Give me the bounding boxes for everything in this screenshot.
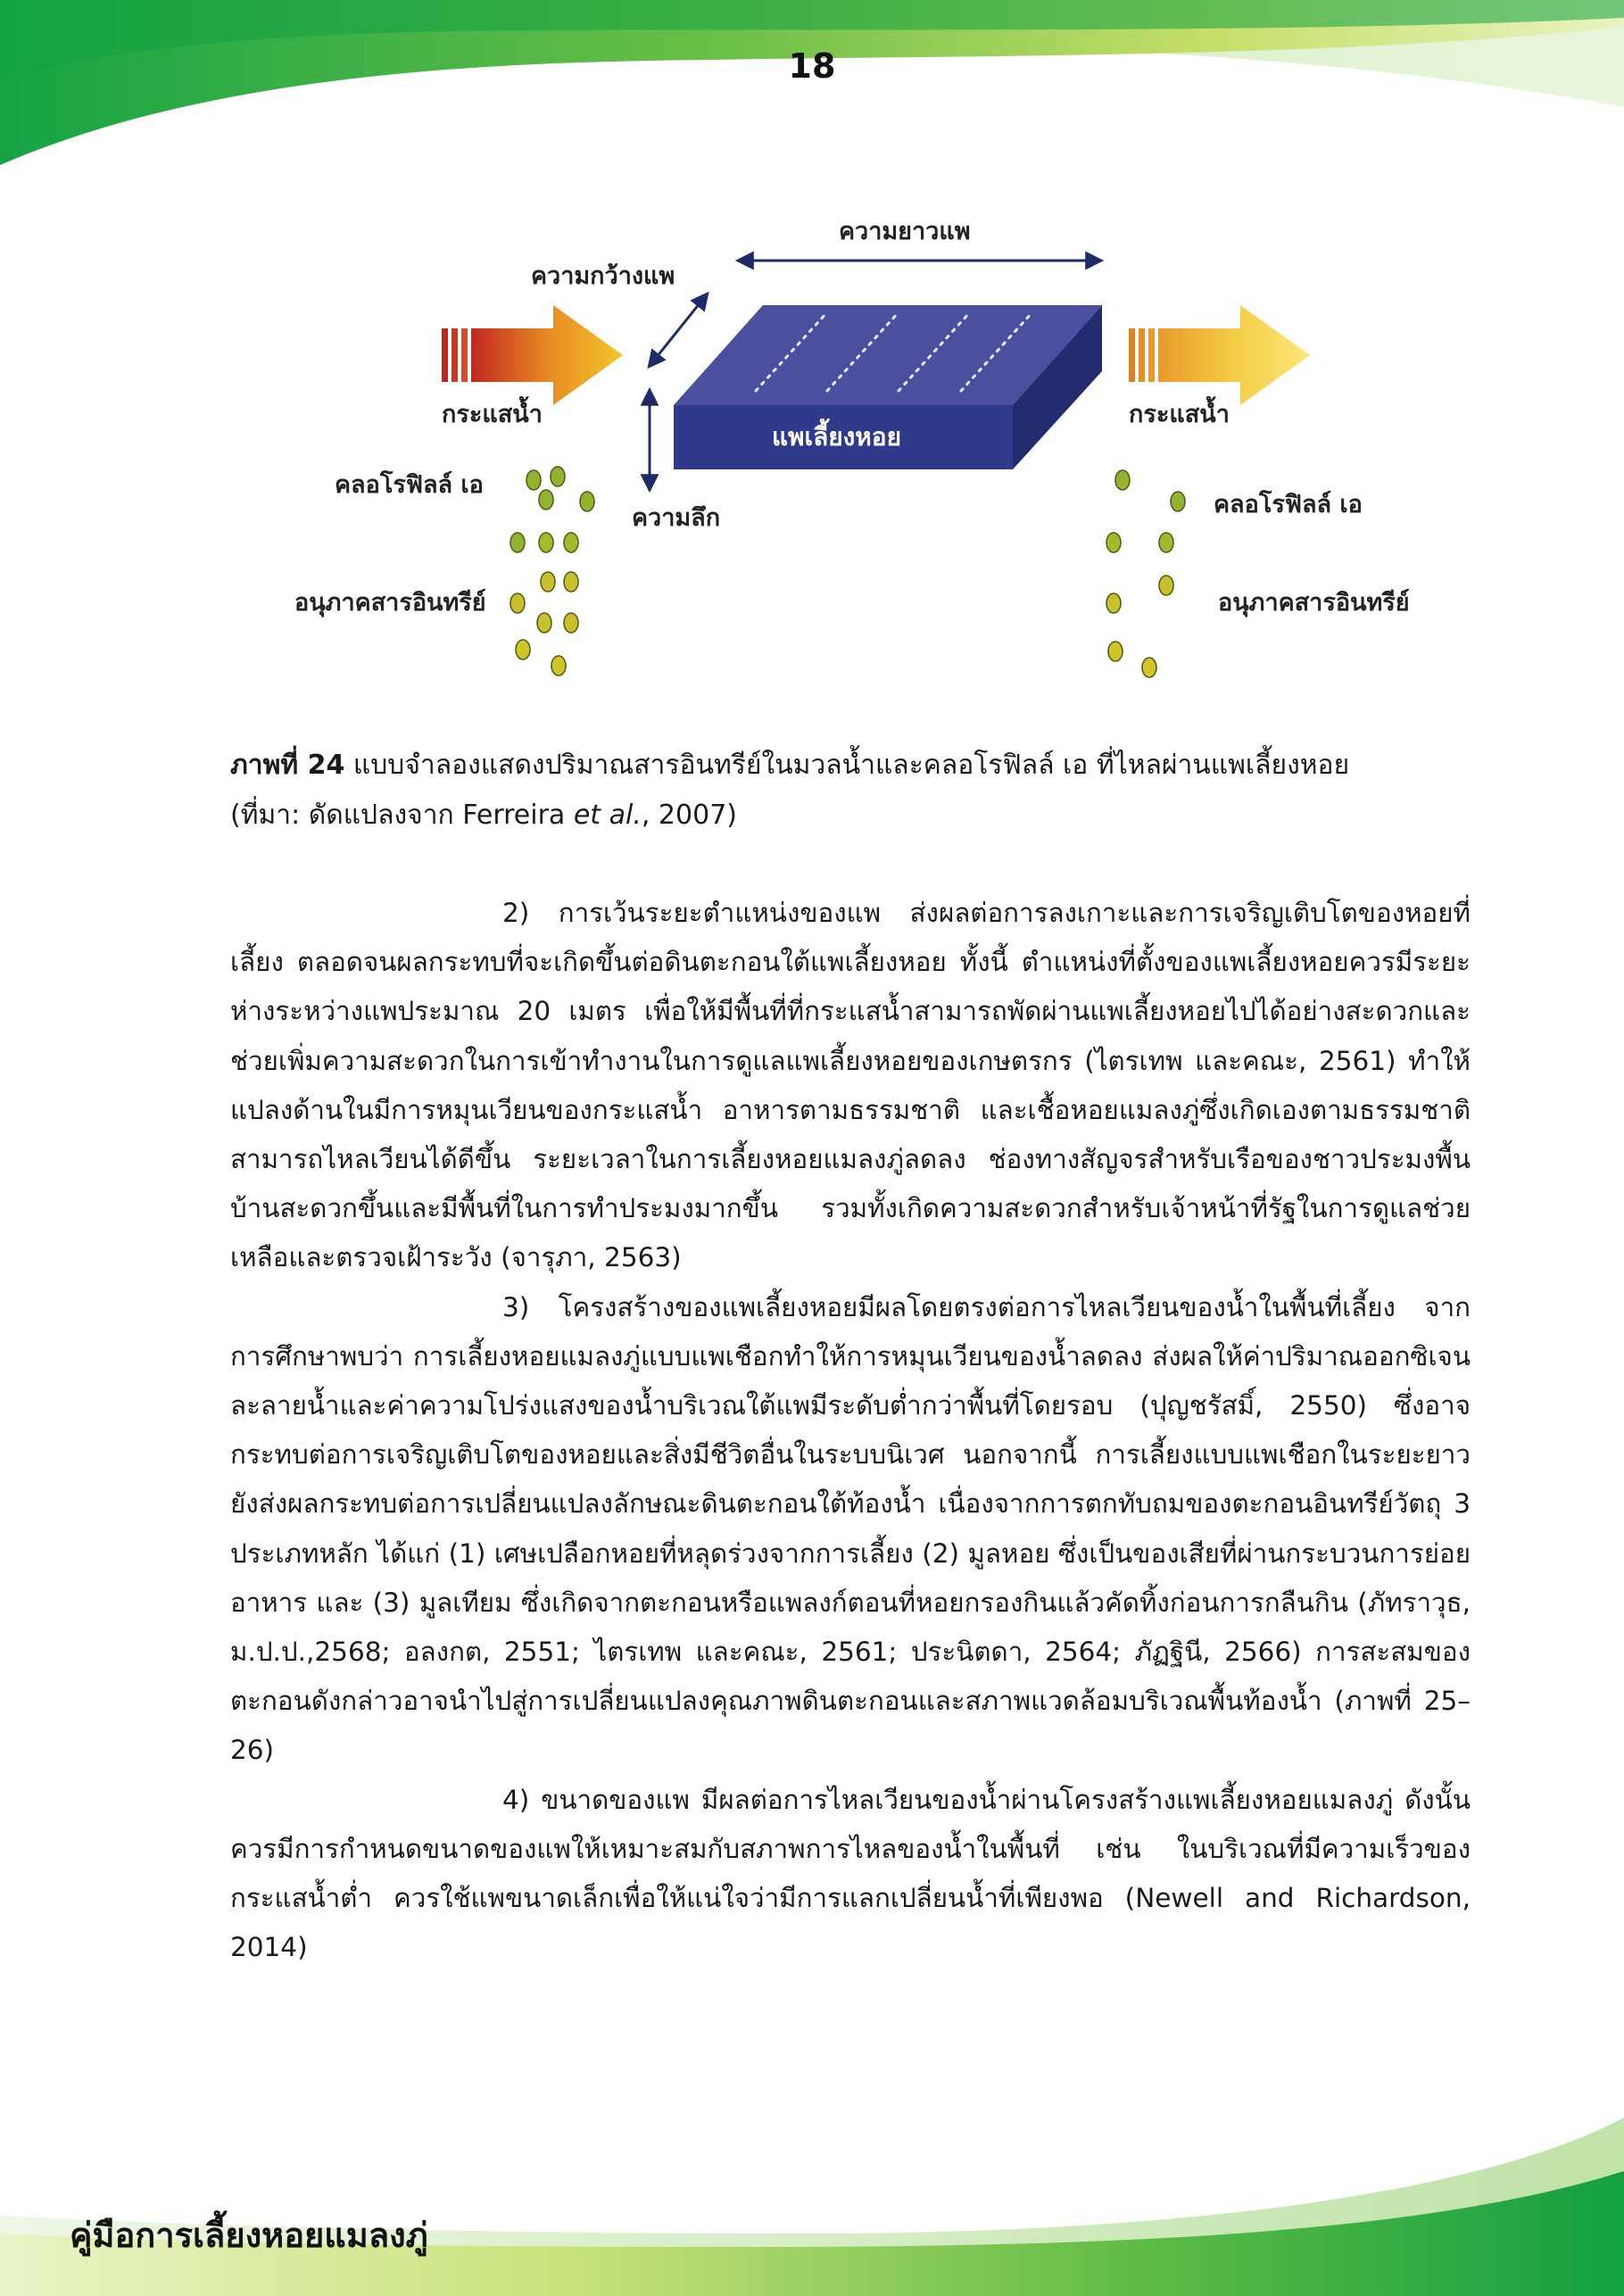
source-prefix: (ที่มา: ดัดแปลงจาก Ferreira xyxy=(230,800,574,831)
figure-number: ภาพที่ 24 xyxy=(230,750,345,781)
depth-label: ความลึก xyxy=(632,504,721,532)
body-text xyxy=(230,889,1471,1972)
figure-caption xyxy=(230,741,1479,841)
raft-length-label: ความยาวแพ xyxy=(839,218,971,245)
organic-particle-label-left: อนุภาคสารอินทรีย์ xyxy=(294,589,486,617)
chlorophyll-label-left: คลอโรฟิลล์ เอ xyxy=(335,471,484,499)
footer-book-title: คู่มือการเลี้ยงหอยแมลงภู่ xyxy=(70,2216,428,2255)
paragraph-4: 4) ขนาดของแพ มีผลต่อการไหลเวียนของน้ำผ่านโครงสร้างแพเลี้ยงหอยแมลงภู่ ดังนั้น ควรมีการกำหนดขนาดของแพให้เหมาะสมกับสภาพการไหลของน้ำในพื้นที่ เช่น ในบริเวณที่มีความเร็วของกระแสน้ำต่ำ ควรใช้แพขนาดเล็กเพื่อให้แน่ใจว่ามีการแลกเปลี่ยนน้ำที่เพียงพอ (Newell and Richardson, 2014) xyxy=(230,1784,1471,1963)
caption-line xyxy=(230,741,1479,791)
raft-width-arrow xyxy=(650,294,707,366)
mussel-raft-flow-diagram xyxy=(294,196,1454,696)
raft-width-label: ความกว้างแพ xyxy=(531,262,675,290)
caption-text: แบบจำลองแสดงปริมาณสารอินทรีย์ในมวลน้ำและคลอโรฟิลล์ เอ ที่ไหลผ่านแพเลี้ยงหอย xyxy=(344,750,1350,781)
particles-left xyxy=(510,467,594,676)
source-italic: et al. xyxy=(573,800,642,831)
paragraph-2: 2) การเว้นระยะตำแหน่งของแพ ส่งผลต่อการลงเกาะและการเจริญเติบโตของหอยที่เลี้ยง ตลอดจนผลกระทบที่จะเกิดขึ้นต่อดินตะกอนใต้แพเลี้ยงหอย ทั้งนี้ ตำแหน่งที่ตั้งของแพเลี้ยงหอยควรมีระยะห่างระหว่างแพประมาณ 20 เมตร เพื่อให้มีพื้นที่ที่กระแสน้ำสามารถพัดผ่านแพเลี้ยงหอยไปได้อย่างสะดวกและช่วยเพิ่มความสะดวกในการเข้าทำงานในการดูแลแพเลี้ยงหอยของเกษตรกร (ไตรเทพ และคณะ, 2561) ทำให้แปลงด้านในมีการหมุนเวียนของกระแสน้ำ อาหารตามธรรมชาติ และเชื้อหอยแมลงภู่ซึ่งเกิดเองตามธรรมชาติสามารถไหลเวียนได้ดีขึ้น ระยะเวลาในการเลี้ยงหอยแมลงภู่ลดลง ช่องทางสัญจรสำหรับเรือของชาวประมงพื้นบ้านสะดวกขึ้นและมีพื้นที่ในการทำประมงมากขึ้น รวมทั้งเกิดความสะดวกสำหรับเจ้าหน้าที่รัฐในการดูแลช่วยเหลือและตรวจเฝ้าระวัง (จารุภา, 2563) xyxy=(230,898,1471,1273)
source-suffix: , 2007) xyxy=(641,800,737,831)
organic-particle-label-right: อนุภาคสารอินทรีย์ xyxy=(1218,589,1410,617)
footer-wave-decoration xyxy=(0,2100,1624,2296)
particles-right xyxy=(1106,470,1185,677)
water-current-label-right: กระแสน้ำ xyxy=(1129,401,1230,428)
raft-label: แพเลี้ยงหอย xyxy=(772,422,901,452)
water-current-label-left: กระแสน้ำ xyxy=(442,401,543,428)
page-number: 18 xyxy=(788,46,836,86)
water-current-arrow-left xyxy=(442,305,623,405)
water-current-arrow-right xyxy=(1129,305,1310,405)
header-wave-decoration xyxy=(0,0,1624,178)
chlorophyll-label-right: คลอโรฟิลล์ เอ xyxy=(1214,491,1363,518)
caption-source xyxy=(230,791,1479,841)
paragraph-3: 3) โครงสร้างของแพเลี้ยงหอยมีผลโดยตรงต่อการไหลเวียนของน้ำในพื้นที่เลี้ยง จากการศึกษาพบว่า การเลี้ยงหอยแมลงภู่แบบแพเชือกทำให้การหมุนเวียนของน้ำลดลง ส่งผลให้ค่าปริมาณออกซิเจนละลายน้ำและค่าความโปร่งแสงของน้ำบริเวณใต้แพมีระดับต่ำกว่าพื้นที่โดยรอบ (ปุญชรัสมิ์, 2550) ซึ่งอาจกระทบต่อการเจริญเติบโตของหอยและสิ่งมีชีวิตอื่นในระบบนิเวศ นอกจากนี้ การเลี้ยงแบบแพเชือกในระยะยาวยังส่งผลกระทบต่อการเปลี่ยนแปลงลักษณะดินตะกอนใต้ท้องน้ำ เนื่องจากการตกทับถมของตะกอนอินทรีย์วัตถุ 3 ประเภทหลัก ได้แก่ (1) เศษเปลือกหอยที่หลุดร่วงจากการเลี้ยง (2) มูลหอย ซึ่งเป็นของเสียที่ผ่านกระบวนการย่อยอาหาร และ (3) มูลเทียม ซึ่งเกิดจากตะกอนหรือแพลงก์ตอนที่หอยกรองกินแล้วคัดทิ้งก่อนการกลืนกิน (ภัทราวุธ, ม.ป.ป.,2568; อลงกต, 2551; ไตรเทพ และคณะ, 2561; ประนิตดา, 2564; ภัฏฐินี, 2566) การสะสมของตะกอนดังกล่าวอาจนำไปสู่การเปลี่ยนแปลงคุณภาพดินตะกอนและสภาพแวดล้อมบริเวณพื้นท้องน้ำ (ภาพที่ 25–26) xyxy=(230,1291,1471,1766)
